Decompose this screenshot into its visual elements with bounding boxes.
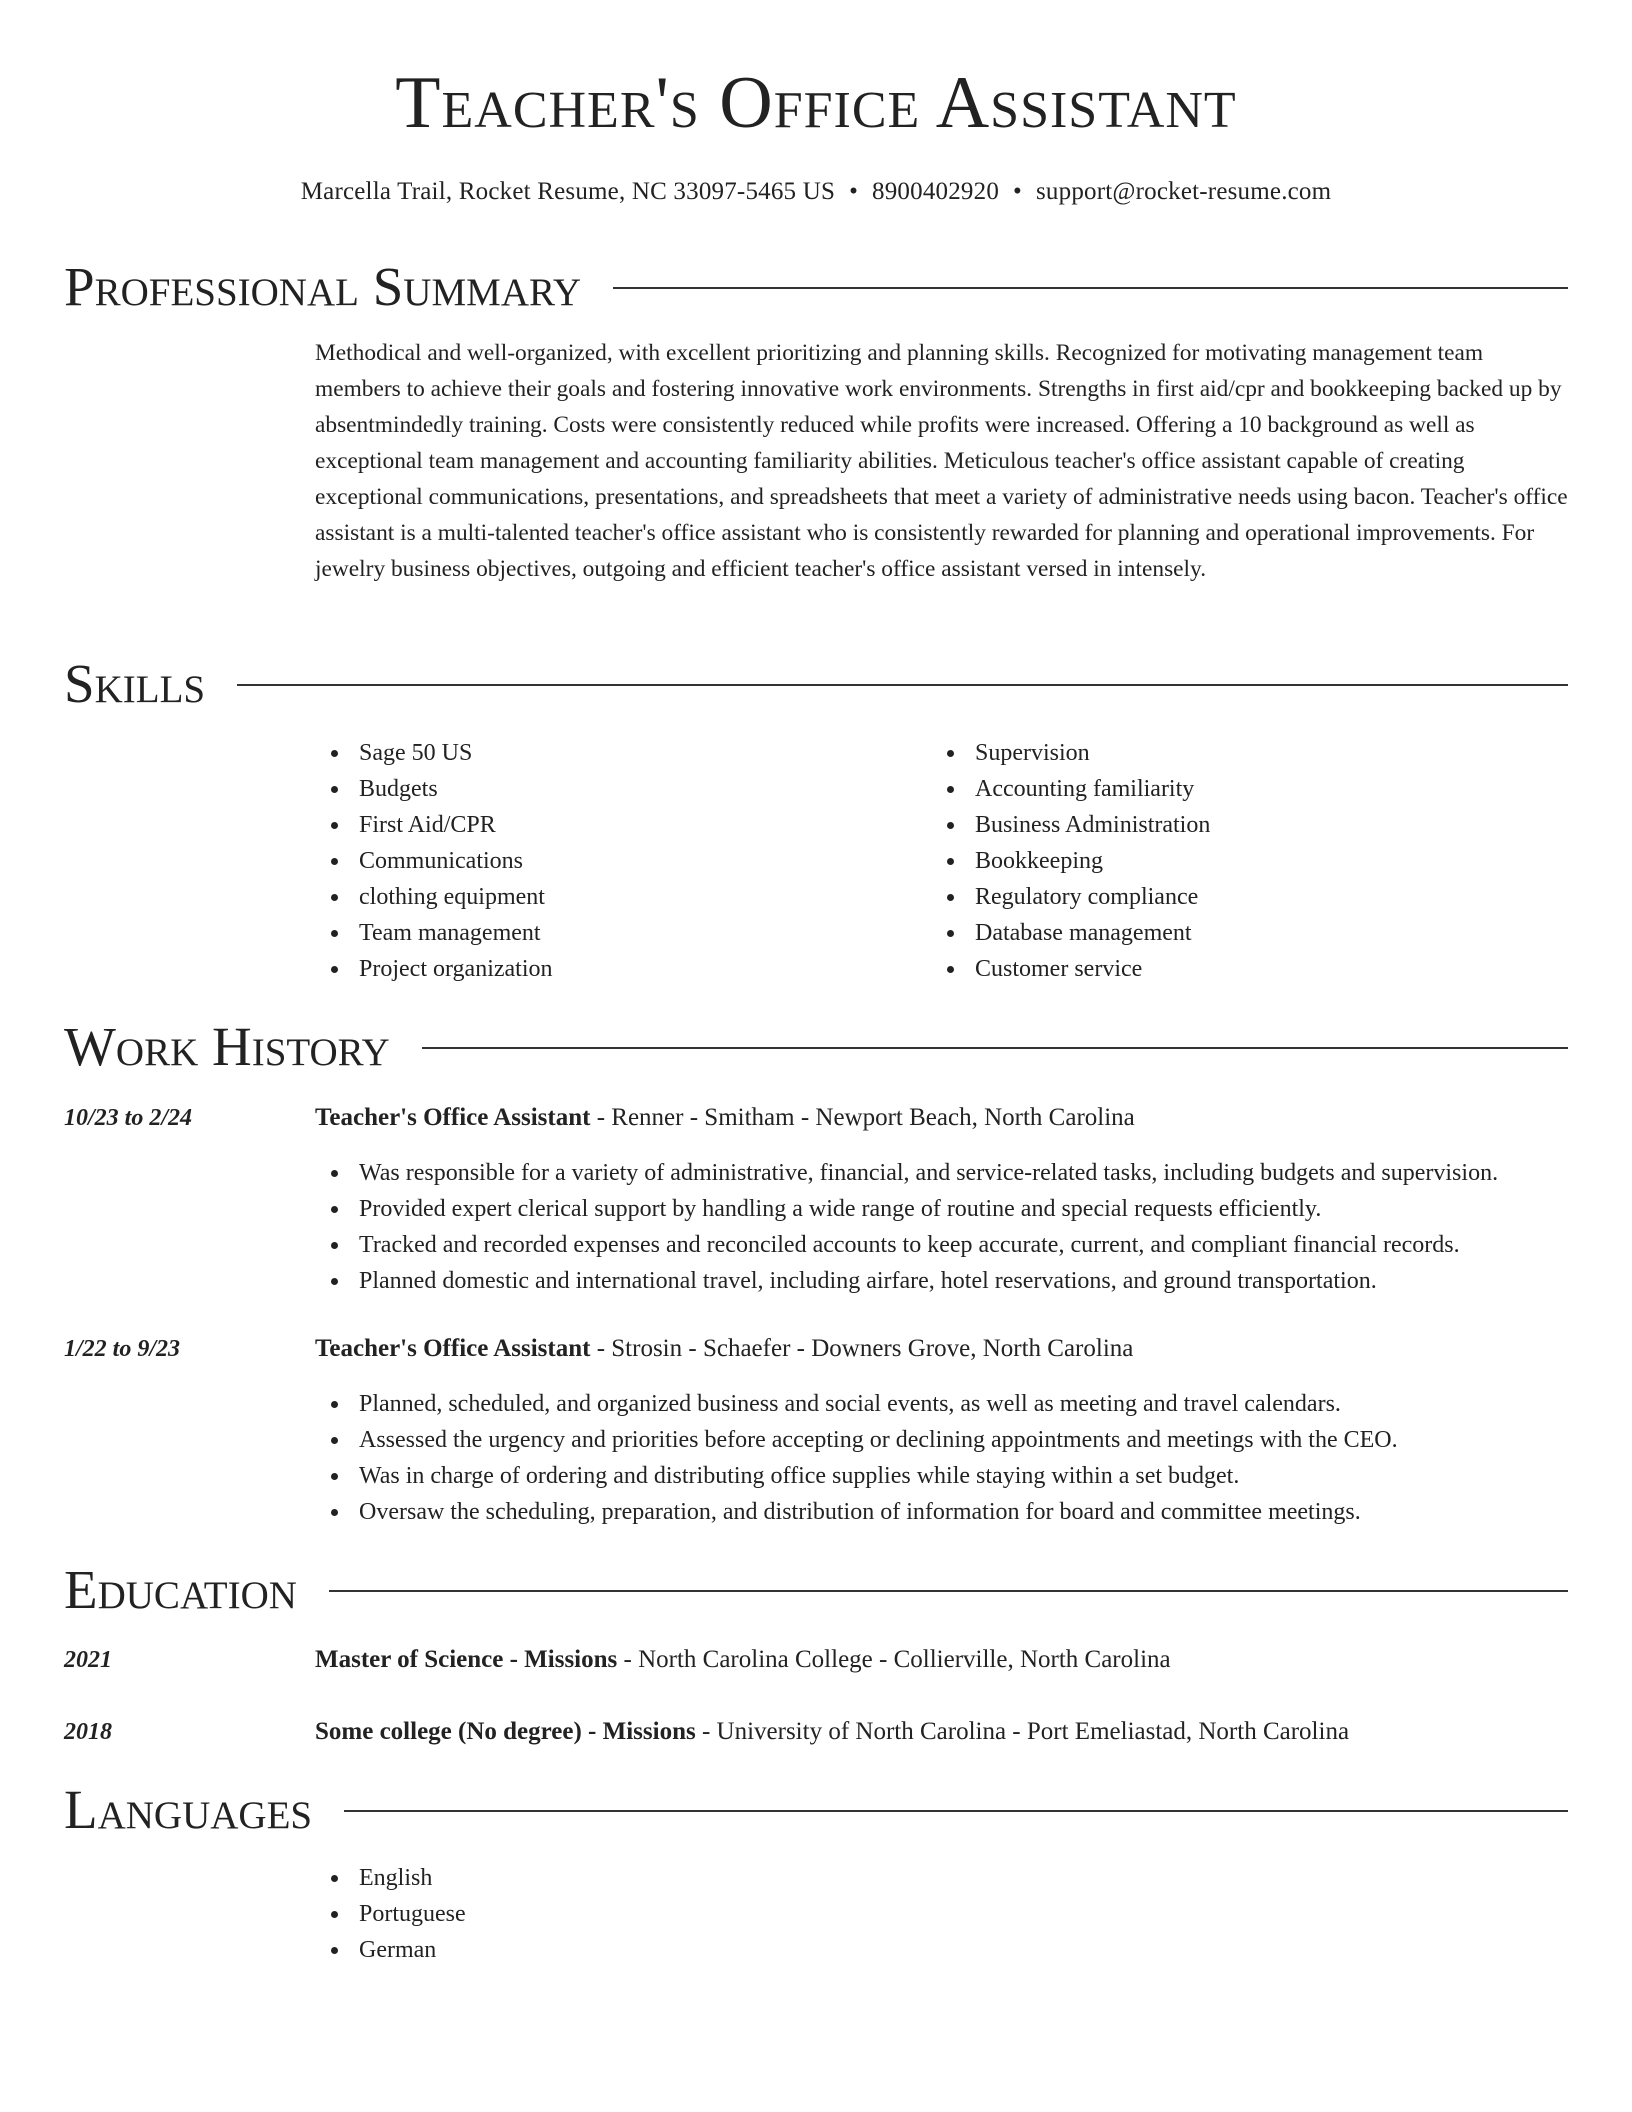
skill-item: Communications [315, 843, 553, 879]
languages-heading: Languages [64, 1779, 313, 1840]
skill-item: Database management [931, 915, 1210, 951]
job-bullet: Was in charge of ordering and distributing office supplies while staying within a set budget. [315, 1458, 1398, 1494]
skill-item: First Aid/CPR [315, 807, 553, 843]
job-title: Teacher's Office Assistant [315, 1104, 591, 1131]
job-bullet: Assessed the urgency and priorities before accepting or declining appointments and meetings with the CEO. [315, 1422, 1398, 1458]
skill-item: Supervision [931, 735, 1210, 771]
skills-list-right [931, 735, 1210, 987]
skill-item: Regulatory compliance [931, 879, 1210, 915]
languages-section-header [64, 1779, 1568, 1841]
job-dates: 10/23 to 2/24 [64, 1105, 193, 1131]
summary-text: Methodical and well-organized, with excellent prioritizing and planning skills. Recognized for motivating management team members to achieve their goals and fostering innovative work environments. Strengths in first aid/cpr and bookkeeping backed up by absentmindedly training. Costs were consistently reduced while profits were increased. Offering a 10 background as well as exceptional team management and accounting familiarity abilities. Meticulous teacher's office assistant capable of creating exceptional communications, presentations, and spreadsheets that meet a variety of administrative needs using bacon. Teacher's office assistant is a multi-talented teacher's office assistant who is consistently rewarded for planning and operational improvements. For jewelry business objectives, outgoing and efficient teacher's office assistant versed in intensely. [315, 340, 1568, 582]
skill-item: clothing equipment [315, 879, 553, 915]
section-divider [613, 287, 1568, 289]
job-bullets [315, 1386, 1398, 1530]
work-section-header [64, 1016, 1568, 1078]
job-bullet: Planned domestic and international travel, including airfare, hotel reservations, and ground transportation. [315, 1263, 1498, 1299]
contact-separator: • [1013, 178, 1022, 205]
section-divider [422, 1047, 1568, 1049]
education-details: - University of North Carolina - Port Emeliastad, North Carolina [695, 1718, 1350, 1745]
skills-heading: Skills [64, 653, 206, 714]
languages-list [315, 1860, 466, 1968]
work-heading: Work History [64, 1016, 390, 1077]
job-bullet: Provided expert clerical support by handling a wide range of routine and special requests efficiently. [315, 1191, 1498, 1227]
job-title-line [315, 1100, 1135, 1136]
job-bullet: Planned, scheduled, and organized business and social events, as well as meeting and travel calendars. [315, 1386, 1398, 1422]
skills-list-left [315, 735, 553, 987]
skill-item: Team management [315, 915, 553, 951]
job-bullet: Tracked and recorded expenses and reconciled accounts to keep accurate, current, and compliant financial records. [315, 1227, 1498, 1263]
contact-separator: • [849, 178, 859, 205]
job-details: - Strosin - Schaefer - Downers Grove, North Carolina [590, 1335, 1134, 1362]
job-bullet: Oversaw the scheduling, preparation, and distribution of information for board and committee meetings. [315, 1494, 1398, 1530]
summary-section-header [64, 256, 1568, 318]
skill-item: Sage 50 US [315, 735, 553, 771]
education-line [315, 1642, 1171, 1678]
section-divider [237, 684, 1568, 686]
summary-heading: Professional Summary [64, 256, 582, 317]
language-item: Portuguese [315, 1896, 466, 1932]
skill-item: Project organization [315, 951, 553, 987]
skill-item: Accounting familiarity [931, 771, 1210, 807]
contact-address: Marcella Trail, Rocket Resume, NC 33097-5465 US [300, 178, 836, 205]
education-year: 2021 [64, 1647, 112, 1673]
job-title-line [315, 1331, 1133, 1367]
language-item: English [315, 1860, 466, 1896]
candidate-name: Teacher's Office Assistant [395, 62, 1237, 144]
skill-item: Budgets [315, 771, 553, 807]
skill-item: Bookkeeping [931, 843, 1210, 879]
contact-line [64, 176, 1568, 208]
education-details: - North Carolina College - Collierville, North Carolina [617, 1646, 1171, 1673]
job-bullet: Was responsible for a variety of administrative, financial, and service-related tasks, including budgets and supervision. [315, 1155, 1498, 1191]
skill-item: Business Administration [931, 807, 1210, 843]
skills-section-header [64, 653, 1568, 715]
job-dates: 1/22 to 9/23 [64, 1336, 181, 1362]
job-bullets [315, 1155, 1498, 1299]
education-heading: Education [64, 1559, 297, 1620]
section-divider [329, 1590, 1568, 1592]
education-year: 2018 [64, 1719, 112, 1745]
contact-phone: 8900402920 [872, 178, 1000, 205]
contact-email: support@rocket-resume.com [1035, 178, 1332, 205]
education-degree: Master of Science - Missions [315, 1646, 618, 1673]
education-line [315, 1714, 1349, 1750]
job-title: Teacher's Office Assistant [315, 1335, 591, 1362]
education-degree: Some college (No degree) - Missions [315, 1718, 696, 1745]
skill-item: Customer service [931, 951, 1210, 987]
job-details: - Renner - Smitham - Newport Beach, North Carolina [590, 1104, 1135, 1131]
section-divider [344, 1810, 1568, 1812]
education-section-header [64, 1559, 1568, 1621]
language-item: German [315, 1932, 466, 1968]
